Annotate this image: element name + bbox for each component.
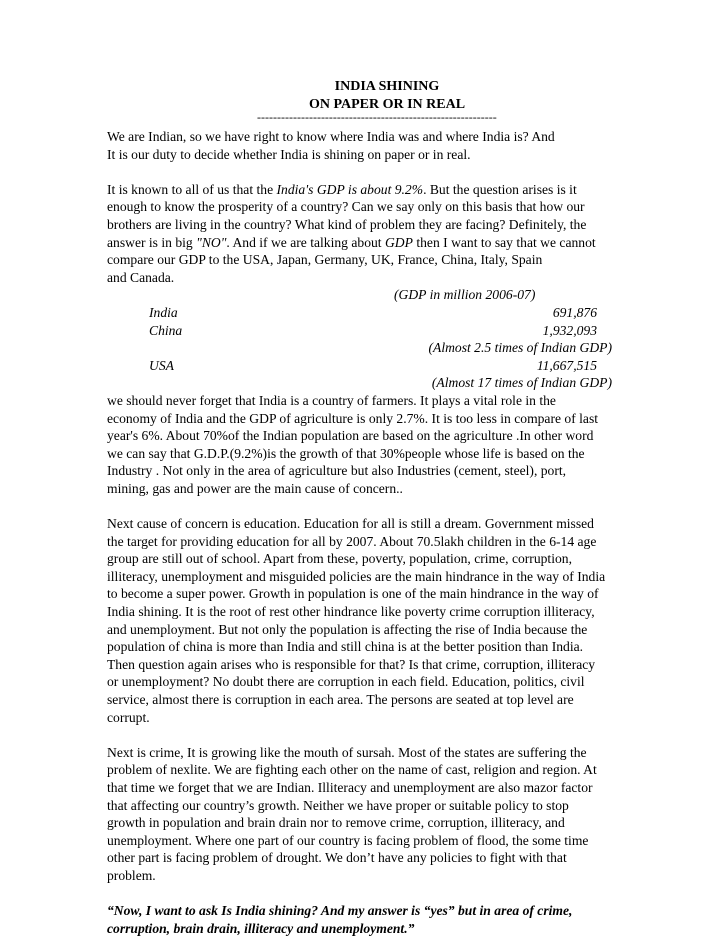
paragraph-4-line: corrupt. <box>107 709 150 725</box>
gdp-value: 1,932,093 <box>542 322 597 338</box>
paragraph-5-line: that affecting our country’s growth. Neither we have proper or suitable policy to stop <box>107 797 569 813</box>
closing-quote-line: “Now, I want to ask Is India shining? And my answer is “yes” but in area of crime, <box>107 903 573 919</box>
country-name: USA <box>149 357 174 373</box>
gdp-table-header-row <box>107 286 627 304</box>
paragraph-4-line: the target for providing education for all by 2007. About 70.5lakh children in the 6-14 age <box>107 533 597 549</box>
paragraph-2-line: enough to know the prosperity of a country? Can we say only on this basis that how our <box>107 199 585 215</box>
paragraph-4-line: service, almost there is corruption in each area. The persons are seated at top level are <box>107 692 574 707</box>
paragraph-3-line: year's 6%. About 70%of the Indian population are based on the agriculture .In other word <box>107 428 594 444</box>
paragraph-5-line: growth in population and brain drain nor to remove crime, corruption, illiteracy, and <box>107 815 565 831</box>
paragraph-4-line: or unemployment? No doubt there are corruption in each field. Education, politics, civil <box>107 674 585 690</box>
text-span: . But the question arises is it <box>423 181 577 197</box>
title-line-1: INDIA SHINING <box>334 79 440 94</box>
document-body <box>107 128 627 937</box>
paragraph-2-line: and Canada. <box>107 269 175 285</box>
paragraph-5-line: unemployment. Where one part of our country is facing problem of flood, the some time <box>107 832 589 848</box>
gdp-value: 691,876 <box>552 304 597 320</box>
paragraph-2-line <box>107 234 627 252</box>
paragraph-5-line: other part is facing problem of drought. We don’t have any policies to fight with that <box>107 850 567 866</box>
paragraph-1-line: We are Indian, so we have right to know where India was and where India is? And <box>107 129 555 144</box>
paragraph-3-line: we can say that G.D.P.(9.2%)is the growth of that 30%people whose life is based on the <box>107 445 585 461</box>
paragraph-3-line: we should never forget that India is a country of farmers. It plays a vital role in the <box>107 392 556 408</box>
paragraph-2-line: brothers are living in the country? What kind of problem they are facing? Definitely, the <box>107 216 587 232</box>
gdp-table-header: (GDP in million 2006-07) <box>394 287 536 303</box>
gdp-table-note-row <box>107 374 627 392</box>
gdp-note: (Almost 2.5 times of Indian GDP) <box>428 340 612 356</box>
text-span: answer is in big <box>107 234 197 250</box>
text-span: It is known to all of us that the <box>107 181 277 197</box>
gdp-emphasis: India's GDP is about 9.2% <box>276 181 424 197</box>
country-name: China <box>149 322 183 338</box>
paragraph-3-line: Industry . Not only in the area of agriculture but also Industries (cement, steel), port, <box>107 463 567 479</box>
country-name: India <box>149 304 178 320</box>
closing-quote-line: corruption, brain drain, illiteracy and unemployment.” <box>107 920 415 936</box>
title-line-2: ON PAPER OR IN REAL <box>308 97 466 112</box>
gdp-note: (Almost 17 times of Indian GDP) <box>431 375 612 391</box>
text-span: . And if we are talking about <box>226 234 385 250</box>
paragraph-2-line: compare our GDP to the USA, Japan, Germany, UK, France, China, Italy, Spain <box>107 252 543 268</box>
paragraph-4-line: India shining. It is the root of rest other hindrance like poverty crime corruption illiteracy, <box>107 604 595 620</box>
gdp-table-note-row <box>107 339 627 357</box>
paragraph-3-line: mining, gas and power are the main cause of concern.. <box>107 480 403 496</box>
paragraph-5-line: problem. <box>107 867 156 883</box>
paragraph-1-line: It is our duty to decide whether India is shining on paper or in real. <box>107 146 471 162</box>
gdp-table-row <box>107 304 627 322</box>
gdp-table-row <box>107 322 627 340</box>
no-emphasis: "NO" <box>196 234 227 250</box>
paragraph-4-line: to become a super power. Growth in population is one of the main hindrance in the way of <box>107 586 599 602</box>
paragraph-2-line <box>107 181 627 199</box>
paragraph-4-line: Then question again arises who is responsible for that? Is that crime, corruption, illiteracy <box>107 656 596 672</box>
gdp-emphasis: GDP <box>384 234 413 250</box>
paragraph-5-line: that time we forget that we are Indian. Illiteracy and unemployment are also mazor factor <box>107 779 593 795</box>
gdp-value: 11,667,515 <box>536 357 597 373</box>
paragraph-5-line: problem of nexlite. We are fighting each other on the name of cast, religion and region. At <box>107 762 597 778</box>
paragraph-4-line: illiteracy, unemployment and misguided policies are the main hindrance in the way of India <box>107 568 606 584</box>
paragraph-5-line: Next is crime, It is growing like the mouth of sursah. Most of the states are suffering the <box>107 744 587 760</box>
paragraph-4-line: Next cause of concern is education. Education for all is still a dream. Government missed <box>107 516 594 532</box>
document-title <box>107 78 627 114</box>
paragraph-3-line: economy of India and the GDP of agriculture is only 2.7%. It is too less in compare of last <box>107 410 599 426</box>
gdp-table-row <box>107 357 627 375</box>
title-divider: ------------------------------------------------------------ <box>257 110 497 124</box>
paragraph-4-line: group are still out of school. Apart from these, poverty, population, crime, corruption, <box>107 551 572 567</box>
text-span: then I want to say that we cannot <box>412 234 596 250</box>
paragraph-4-line: and unemployment. But not only the population is affecting the rise of India because the <box>107 621 588 637</box>
paragraph-4-line: population of china is more than India and still china is at the better position than India. <box>107 639 584 655</box>
